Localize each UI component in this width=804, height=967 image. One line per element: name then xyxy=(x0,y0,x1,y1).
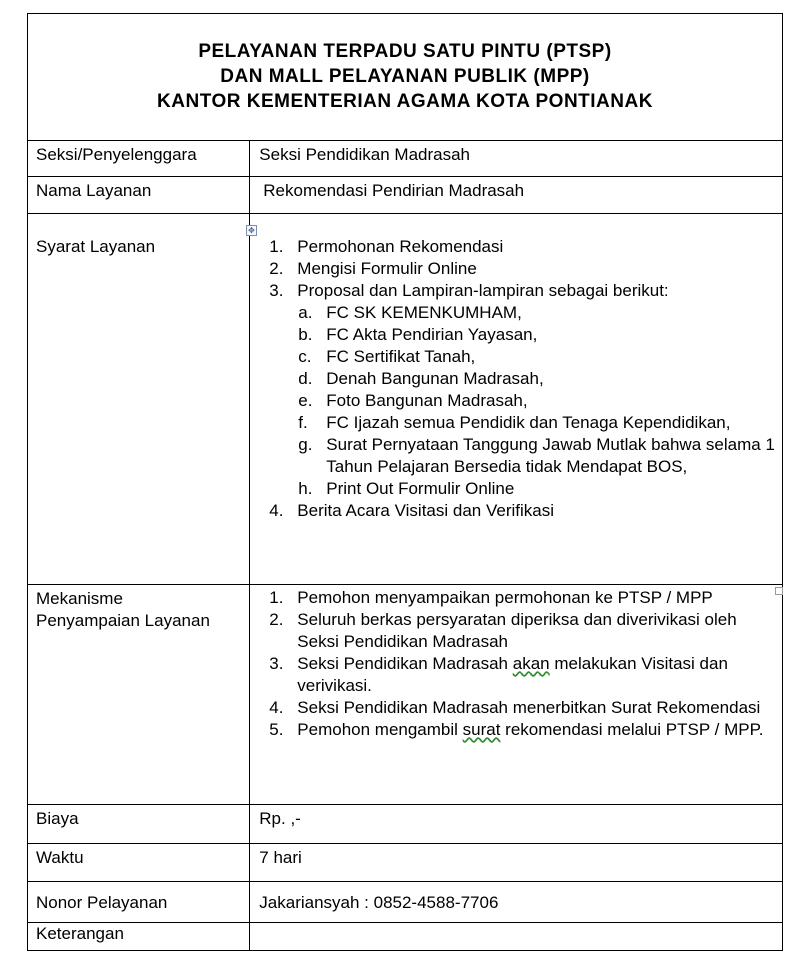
list-item xyxy=(269,587,782,609)
label-cell xyxy=(28,882,250,923)
value-cell xyxy=(250,177,783,214)
sublist-letter: b. xyxy=(298,325,313,344)
value-cell[interactable] xyxy=(250,923,783,951)
value-cell xyxy=(250,882,783,923)
nonor-pelayanan-label: Nonor Pelayanan xyxy=(36,893,168,912)
list-item xyxy=(269,697,782,719)
sublist-item xyxy=(298,412,782,434)
biaya-value: Rp. ,- xyxy=(259,809,301,828)
table-row-mekanisme xyxy=(28,585,783,805)
table-row-nama-layanan xyxy=(28,177,783,214)
list-item-text: Seluruh berkas persyaratan diperiksa dan diverivikasi oleh Seksi Pendidikan Madrasah xyxy=(297,610,737,651)
lampiran-sublist xyxy=(297,302,782,500)
list-item-text: Proposal dan Lampiran-lampiran sebagai berikut: xyxy=(297,281,669,300)
seksi-label: Seksi/Penyelenggara xyxy=(36,145,197,164)
table-row-syarat-layanan xyxy=(28,214,783,585)
list-item xyxy=(269,500,782,522)
nama-layanan-value: Rekomendasi Pendirian Madrasah xyxy=(263,181,525,200)
value-cell xyxy=(250,805,783,844)
sublist-item xyxy=(298,346,782,368)
list-item-text-end: melakukan Visitasi dan verivikasi. xyxy=(297,654,728,695)
sublist-letter: a. xyxy=(298,303,313,322)
syarat-list xyxy=(250,236,782,522)
list-number: 5. xyxy=(269,720,284,739)
value-cell xyxy=(250,141,783,177)
table-row-waktu xyxy=(28,844,783,882)
list-item xyxy=(269,280,782,500)
label-cell xyxy=(28,923,250,951)
waktu-value: 7 hari xyxy=(259,848,302,867)
service-info-table xyxy=(27,13,783,951)
list-number: 4. xyxy=(269,698,284,717)
seksi-value: Seksi Pendidikan Madrasah xyxy=(259,145,471,164)
sublist-letter: c. xyxy=(298,347,312,366)
table-row-seksi xyxy=(28,141,783,177)
sublist-item-text: Surat Pernyataan Tanggung Jawab Mutlak bahwa selama 1 Tahun Pelajaran Bersedia tidak Mendapat BOS, xyxy=(326,435,775,476)
mekanisme-label-line-1: Mekanisme xyxy=(36,589,123,608)
sublist-item xyxy=(298,324,782,346)
sublist-item-text: FC Akta Pendirian Yayasan, xyxy=(326,325,538,344)
nama-layanan-label: Nama Layanan xyxy=(36,181,152,200)
label-cell xyxy=(28,585,250,805)
sublist-item xyxy=(298,478,782,500)
sublist-letter: e. xyxy=(298,391,313,410)
sublist-item-text: Print Out Formulir Online xyxy=(326,479,515,498)
syarat-list-container xyxy=(250,214,782,522)
list-item-text-start: Pemohon mengambil xyxy=(297,720,463,739)
list-item xyxy=(269,236,782,258)
list-item xyxy=(269,258,782,280)
table-row-keterangan xyxy=(28,923,783,951)
sublist-letter: g. xyxy=(298,435,313,454)
waktu-label: Waktu xyxy=(36,848,84,867)
list-number: 2. xyxy=(269,610,284,629)
sublist-item xyxy=(298,302,782,324)
list-number: 1. xyxy=(269,237,284,256)
sublist-item xyxy=(298,368,782,390)
resize-corner-icon[interactable] xyxy=(775,587,783,595)
list-item-text: Seksi Pendidikan Madrasah menerbitkan Surat Rekomendasi xyxy=(297,698,761,717)
title-line-2: DAN MALL PELAYANAN PUBLIK (MPP) xyxy=(220,66,590,87)
label-cell xyxy=(28,141,250,177)
sublist-item-text: Denah Bangunan Madrasah, xyxy=(326,369,544,388)
sublist-item-text: FC Sertifikat Tanah, xyxy=(326,347,476,366)
title-line-3: KANTOR KEMENTERIAN AGAMA KOTA PONTIANAK xyxy=(157,91,653,112)
sublist-item xyxy=(298,390,782,412)
document-title xyxy=(28,14,782,114)
list-item xyxy=(269,609,782,653)
list-item-text-start: Seksi Pendidikan Madrasah xyxy=(297,654,513,673)
header-cell xyxy=(28,14,783,141)
spellcheck-flagged-word: akan xyxy=(512,654,550,673)
label-cell xyxy=(28,177,250,214)
value-cell xyxy=(250,585,783,805)
list-number: 3. xyxy=(269,654,284,673)
mekanisme-list xyxy=(250,587,782,741)
value-cell xyxy=(250,214,783,585)
list-number: 4. xyxy=(269,501,284,520)
move-arrows-icon[interactable]: ✥ xyxy=(246,225,257,236)
header-row xyxy=(28,14,783,141)
mekanisme-label-line-2: Penyampaian Layanan xyxy=(36,611,210,630)
sublist-item-text: Foto Bangunan Madrasah, xyxy=(326,391,528,410)
list-item-text: Permohonan Rekomendasi xyxy=(297,237,504,256)
biaya-label: Biaya xyxy=(36,809,79,828)
sublist-letter: d. xyxy=(298,369,313,388)
list-item xyxy=(269,653,782,697)
keterangan-label: Keterangan xyxy=(36,924,124,943)
label-cell xyxy=(28,844,250,882)
list-item xyxy=(269,719,782,741)
value-cell xyxy=(250,844,783,882)
sublist-letter: h. xyxy=(298,479,313,498)
title-line-1: PELAYANAN TERPADU SATU PINTU (PTSP) xyxy=(198,41,612,62)
label-cell xyxy=(28,805,250,844)
sublist-letter: f. xyxy=(298,413,308,432)
table-row-nonor-pelayanan xyxy=(28,882,783,923)
table-row-biaya xyxy=(28,805,783,844)
list-item-text: Berita Acara Visitasi dan Verifikasi xyxy=(297,501,554,520)
mekanisme-list-container xyxy=(250,585,782,741)
list-item-text: Pemohon menyampaikan permohonan ke PTSP / MPP xyxy=(297,588,713,607)
mekanisme-label xyxy=(28,585,249,632)
keterangan-value xyxy=(250,923,782,926)
list-item-text: Mengisi Formulir Online xyxy=(297,259,477,278)
syarat-layanan-label: Syarat Layanan xyxy=(36,237,156,256)
list-number: 2. xyxy=(269,259,284,278)
sublist-item xyxy=(298,434,782,478)
sublist-item-text: FC SK KEMENKUMHAM, xyxy=(326,303,522,322)
nonor-pelayanan-value: Jakariansyah : 0852-4588-7706 xyxy=(259,893,499,912)
label-cell xyxy=(28,214,250,585)
list-number: 1. xyxy=(269,588,284,607)
list-number: 3. xyxy=(269,281,284,300)
list-item-text-end: rekomendasi melalui PTSP / MPP. xyxy=(500,720,764,739)
spellcheck-flagged-word: surat xyxy=(462,720,501,739)
sublist-item-text: FC Ijazah semua Pendidik dan Tenaga Kependidikan, xyxy=(326,413,731,432)
